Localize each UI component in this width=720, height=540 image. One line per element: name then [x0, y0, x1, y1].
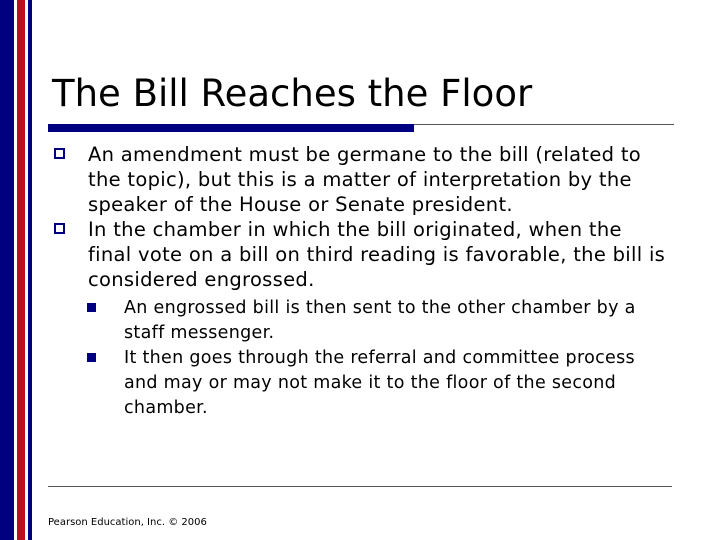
slide-title: The Bill Reaches the Floor — [52, 72, 533, 115]
footer-divider-line — [48, 486, 672, 487]
bullet-text: An amendment must be germane to the bill (related to the topic), but this is a matter of interpretation by the speaker of the House or Senate president. — [88, 143, 642, 216]
slide-body — [52, 142, 667, 421]
filled-square-bullet-icon — [87, 303, 96, 312]
sub-bullet-list — [52, 296, 667, 421]
title-accent-bar — [48, 124, 414, 132]
sub-bullet-text: An engrossed bill is then sent to the other chamber by a staff messenger. — [124, 298, 636, 343]
bullet-item — [52, 217, 667, 292]
left-border-red-stripe — [17, 0, 25, 540]
left-border-navy-stripe — [0, 0, 14, 540]
sub-bullet-item — [84, 346, 667, 421]
left-border-navy-thin-stripe — [28, 0, 32, 540]
hollow-square-bullet-icon — [54, 223, 65, 234]
filled-square-bullet-icon — [87, 353, 96, 362]
sub-bullet-item — [84, 296, 667, 346]
bullet-text: In the chamber in which the bill originated, when the final vote on a bill on third reading is favorable, the bill is considered engrossed. — [88, 218, 666, 291]
sub-bullet-text: It then goes through the referral and committee process and may or may not make it to the floor of the second chamber. — [124, 348, 635, 418]
hollow-square-bullet-icon — [54, 148, 65, 159]
bullet-item — [52, 142, 667, 217]
footer-copyright: Pearson Education, Inc. © 2006 — [48, 517, 207, 528]
